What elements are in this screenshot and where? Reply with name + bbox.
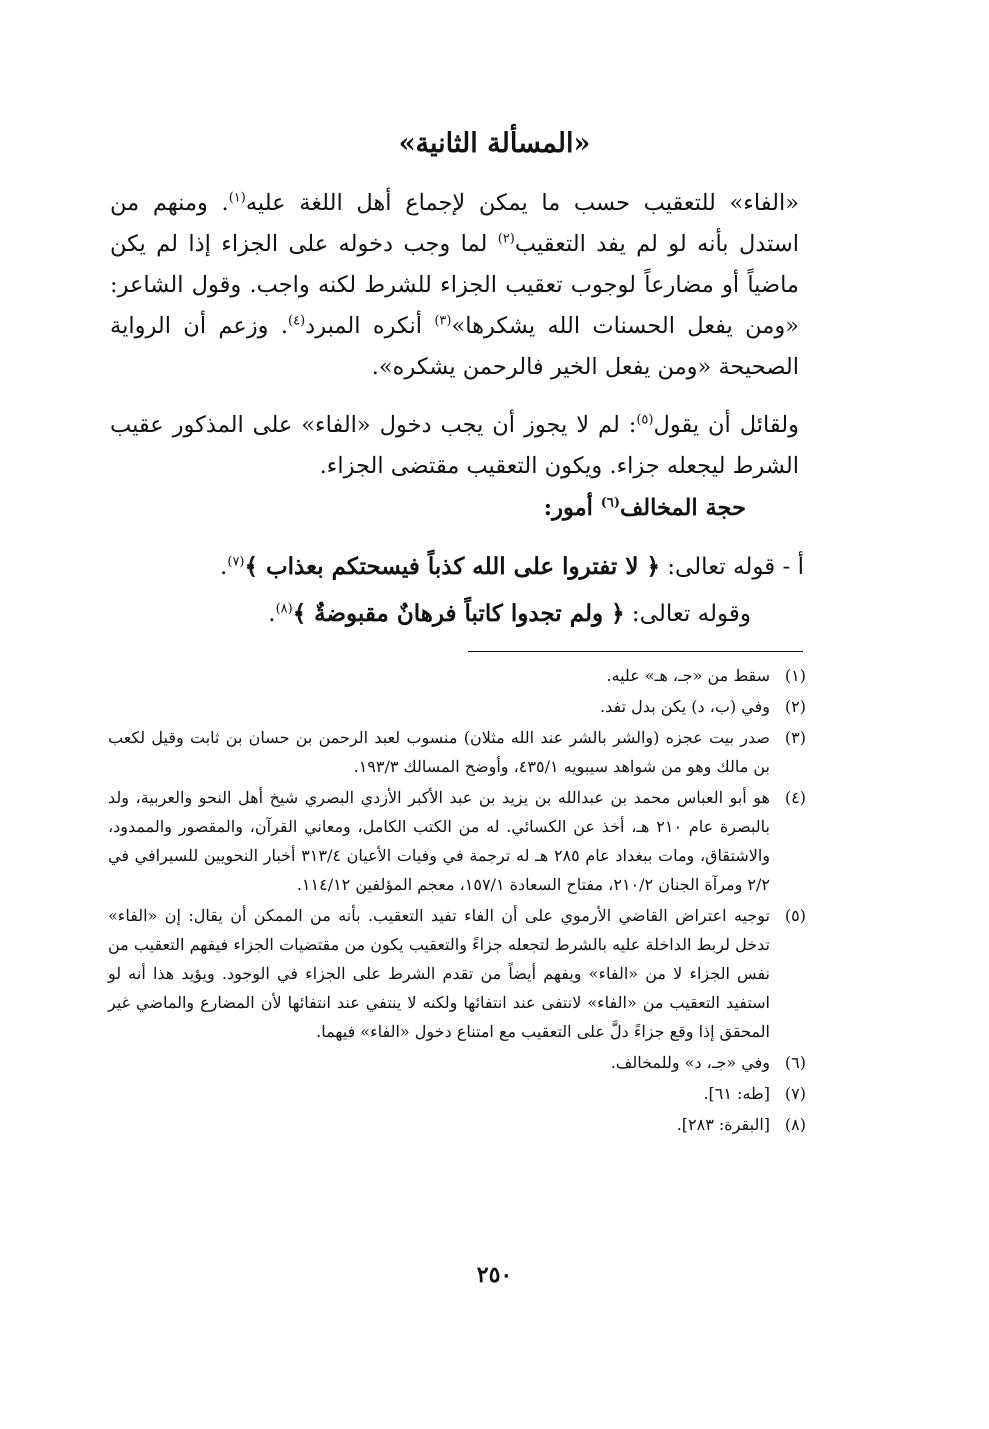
- verse1-suffix: .: [220, 554, 228, 580]
- verse-line-1: [220, 553, 804, 580]
- heading-suffix: أمور:: [543, 495, 601, 521]
- footnote-ref-5[interactable]: (٥): [636, 412, 654, 428]
- para1-text-a: «الفاء» للتعقيب حسب ما يمكن لإجماع أهل اللغة عليه: [245, 190, 799, 216]
- verse2-suffix: .: [268, 601, 276, 627]
- verse1-quote: ﴿ لا تفتروا على الله كذباً فيسحتكم بعذاب ﴾: [244, 553, 660, 580]
- footnote-item: [108, 1048, 806, 1077]
- footnote-text: توجيه اعتراض القاضي الأرموي على أن الفاء تفيد التعقيب. بأنه من الممكن أن يقال: إن «الفاء» تدخل لربط الداخلة عليه بالشرط لتجعله جزاءً والتعقيب يكون من مقتضيات الجزاء فيفهم التعقيب من نفس الجزاء لا من «الفاء» ويفهم أيضاً من تقدم الشرط على الجزاء في الوجود. ويؤيد هذا أنه لو استفيد التعقيب من «الفاء» لانتفى عند انتفائها ولكنه لا ينتفي عند انتفائها لأن المضارع والماضي غير المحقق إذا وقع جزاءً دلَّ على التعقيب مع امتناع دخول «الفاء» فيهما.: [108, 906, 771, 1041]
- footnote-ref-7[interactable]: (٧): [227, 554, 245, 570]
- footnote-item: [108, 723, 806, 781]
- footnote-number: (٥): [784, 906, 806, 925]
- footnote-number: (٣): [784, 728, 806, 747]
- page-number: ٢٥٠: [476, 1262, 513, 1288]
- footnote-item: [108, 1079, 806, 1108]
- footnote-item: [108, 692, 806, 721]
- footnote-ref-4[interactable]: (٤): [288, 313, 306, 329]
- footnote-separator: [468, 651, 803, 652]
- para1-text-b: . ومنهم من استدل بأنه لو لم يفد التعقيب: [110, 190, 799, 257]
- footnote-number: (١): [784, 666, 806, 685]
- footnote-ref-6[interactable]: (٦): [600, 495, 621, 511]
- footnote-text: [طه: ٦١].: [703, 1084, 770, 1103]
- verse1-prefix: أ - قوله تعالى:: [659, 554, 804, 580]
- footnote-text: وفي (ب، د) يكن بدل تفد.: [600, 697, 770, 716]
- footnotes-list: [108, 661, 806, 1141]
- footnote-number: (٨): [784, 1115, 806, 1134]
- footnote-text: وفي «جـ، د» وللمخالف.: [610, 1053, 770, 1072]
- footnote-ref-3[interactable]: (٣): [434, 313, 452, 329]
- footnote-ref-1[interactable]: (١): [228, 190, 246, 206]
- paragraph-2: [110, 405, 799, 487]
- footnote-text: هو أبو العباس محمد بن عبدالله بن يزيد بن عبد الأكبر الأزدي البصري شيخ أهل النحو والعربية، ولد بالبصرة عام ٢١٠ هـ، أخذ عن الكسائي. له من الكتب الكامل، ومعاني القرآن، والمقصور والممدود، والاشتقاق، ومات ببغداد عام ٢٨٥ هـ له ترجمة في وفيات الأعيان ٣١٣/٤ أخبار النحويين للسيرافي في ٢/٢ ومرآة الجنان ٢١٠/٢، مفتاح السعادة ١٥٧/١، معجم المؤلفين ١١٤/١٢.: [108, 788, 771, 894]
- para1-text-e: . وزعم أن الرواية الصحيحة «ومن يفعل الخير فالرحمن يشكره».: [110, 313, 799, 380]
- para1-text-d: أنكره المبرد: [305, 313, 435, 339]
- footnote-number: (٤): [784, 788, 806, 807]
- verse2-prefix: وقوله تعالى:: [624, 601, 751, 627]
- page-title: «المسألة الثانية»: [398, 128, 591, 159]
- footnote-text: سقط من «جـ، هـ» عليه.: [606, 666, 770, 685]
- heading-text: حجة المخالف: [620, 495, 746, 521]
- footnote-text: [البقرة: ٢٨٣].: [676, 1115, 770, 1134]
- para2-text-b: : لم لا يجوز أن يجب دخول «الفاء» على المذكور عقيب الشرط ليجعله جزاء. ويكون التعقيب مقتضى الجزاء.: [110, 412, 799, 479]
- footnote-item: [108, 901, 806, 1046]
- section-heading: [544, 495, 746, 521]
- footnote-item: [108, 1110, 806, 1139]
- footnote-number: (٧): [784, 1084, 806, 1103]
- paragraph-1: [110, 183, 799, 388]
- footnote-text: صدر بيت عجزه (والشر بالشر عند الله مثلان) منسوب لعبد الرحمن بن حسان بن ثابت وقيل لكعب بن مالك وهو من شواهد سيبويه ٤٣٥/١، وأوضح المسالك ١٩٣/٣.: [108, 728, 770, 776]
- footnote-number: (٦): [784, 1053, 806, 1072]
- para1-text-c: لما وجب دخوله على الجزاء إذا لم يكن ماضياً أو مضارعاً لوجوب تعقيب الجزاء للشرط لكنه واجب. وقول الشاعر: «ومن يفعل الحسنات الله يشكرها»: [110, 231, 799, 339]
- footnote-item: [108, 783, 806, 899]
- footnote-ref-8[interactable]: (٨): [275, 601, 293, 617]
- footnote-number: (٢): [784, 697, 806, 716]
- footnote-ref-2[interactable]: (٢): [497, 231, 515, 247]
- verse-line-2: [268, 600, 751, 627]
- footnote-item: [108, 661, 806, 690]
- para2-text-a: ولقائل أن يقول: [653, 412, 799, 438]
- verse2-quote: ﴿ ولم تجدوا كاتباً فرهانٌ مقبوضةٌ ﴾: [292, 600, 625, 627]
